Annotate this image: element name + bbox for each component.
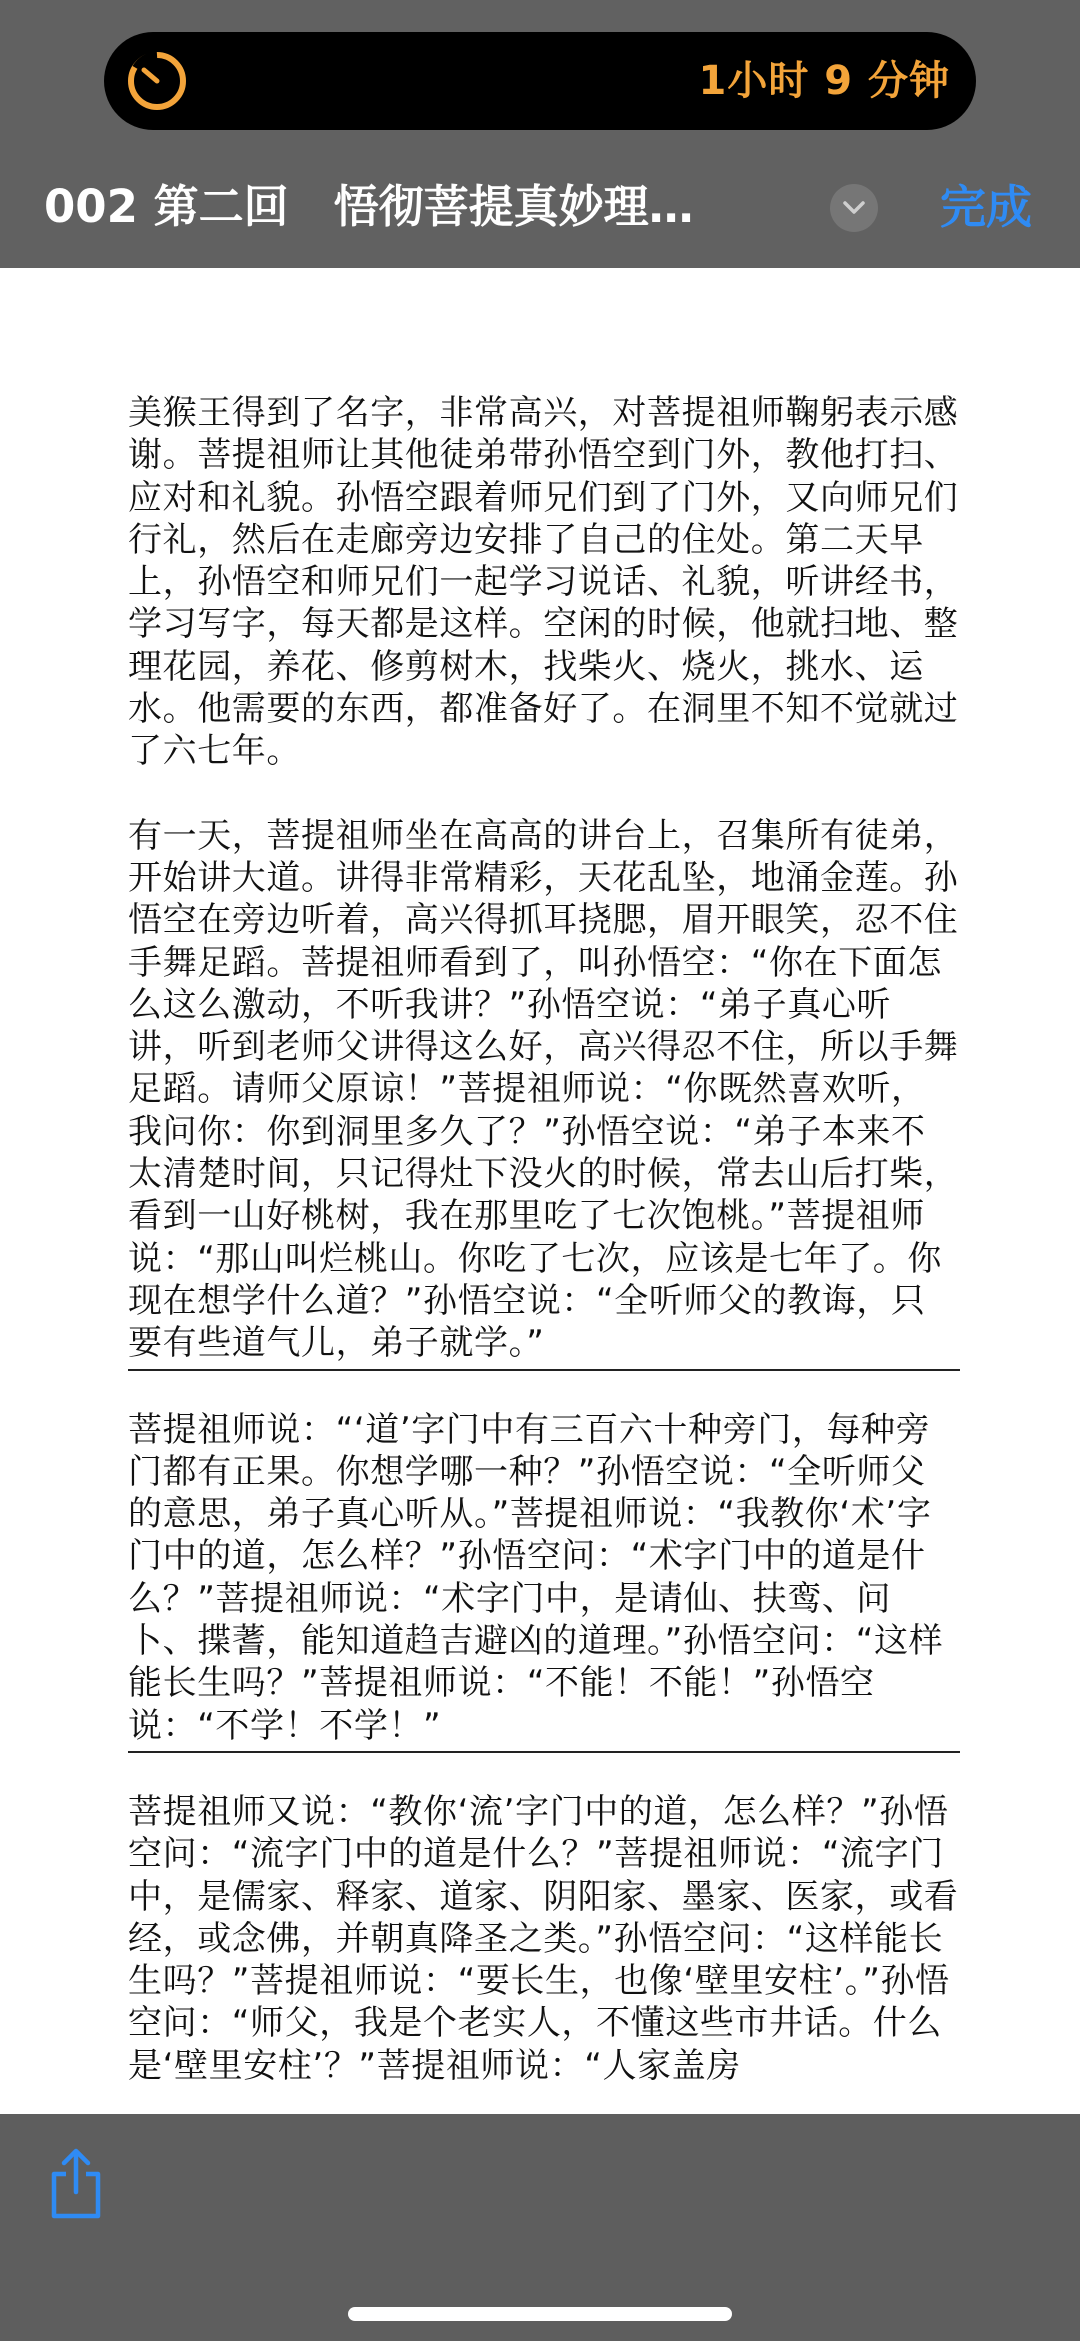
timer-ring-icon — [124, 48, 190, 114]
reader-header — [0, 0, 1080, 268]
paragraph: 菩提祖师又说：“教你‘流’字门中的道，怎么样？”孙悟空问：“流字门中的道是什么？”菩提祖师说：“流字门中，是儒家、释家、道家、阴阳家、墨家、医家，或看经，或念佛，并朝真降圣之类。”孙悟空问：“这样能长生吗？”菩提祖师说：“要长生，也像‘壁里安柱’。”孙悟空问：“师父，我是个老实人，不懂这些市井话。什么是‘壁里安柱’？”菩提祖师说：“人家盖房 — [128, 1791, 959, 2086]
paragraph: 有一天，菩提祖师坐在高高的讲台上，召集所有徒弟，开始讲大道。讲得非常精彩，天花乱坠，地涌金莲。孙悟空在旁边听着，高兴得抓耳挠腮，眉开眼笑，忍不住手舞足蹈。菩提祖师看到了，叫孙悟空：“你在下面怎么这么激动，不听我讲？”孙悟空说：“弟子真心听讲，听到老师父讲得这么好，高兴得忍不住，所以手舞足蹈。请师父原谅！”菩提祖师说：“你既然喜欢听，我问你：你到洞里多久了？”孙悟空说：“弟子本来不太清楚时间，只记得灶下没火的时候，常去山后打柴，看到一山好桃树，我在那里吃了七次饱桃。”菩提祖师说：“那山叫烂桃山。你吃了七次，应该是七年了。你现在想学什么道？”孙悟空说：“全听师父的教诲，只要有些道气儿，弟子就学。” — [128, 815, 960, 1371]
dynamic-island-timer[interactable] — [104, 32, 976, 130]
chapter-menu-button[interactable] — [830, 184, 878, 232]
done-button[interactable]: 完成 — [940, 180, 1032, 234]
chapter-title[interactable]: 002 第二回 悟彻菩提真妙理… — [44, 180, 694, 233]
paragraph: 菩提祖师说：“‘道’字门中有三百六十种旁门，每种旁门都有正果。你想学哪一种？”孙悟空说：“全听师父的意思，弟子真心听从。”菩提祖师说：“我教你‘术’字门中的道，怎么样？”孙悟空问：“术字门中的道是什么？”菩提祖师说：“术字门中，是请仙、扶鸾、问卜、揲蓍，能知道趋吉避凶的道理。”孙悟空问：“这样能长生吗？”菩提祖师说：“不能！不能！”孙悟空说：“不学！不学！” — [128, 1409, 960, 1753]
timer-text: 1小时 9 分钟 — [698, 58, 950, 104]
chevron-down-icon — [842, 198, 866, 218]
home-indicator[interactable] — [348, 2307, 732, 2321]
reading-content[interactable] — [128, 392, 960, 2129]
share-icon[interactable] — [46, 2146, 106, 2222]
paragraph: 美猴王得到了名字，非常高兴，对菩提祖师鞠躬表示感谢。菩提祖师让其他徒弟带孙悟空到门外，教他打扫、应对和礼貌。孙悟空跟着师兄们到了门外，又向师兄们行礼，然后在走廊旁边安排了自己的住处。第二天早上，孙悟空和师兄们一起学习说话、礼貌，听讲经书，学习写字，每天都是这样。空闲的时候，他就扫地、整理花园，养花、修剪树木，找柴火、烧火，挑水、运水。他需要的东西，都准备好了。在洞里不知不觉就过了六七年。 — [128, 393, 959, 772]
